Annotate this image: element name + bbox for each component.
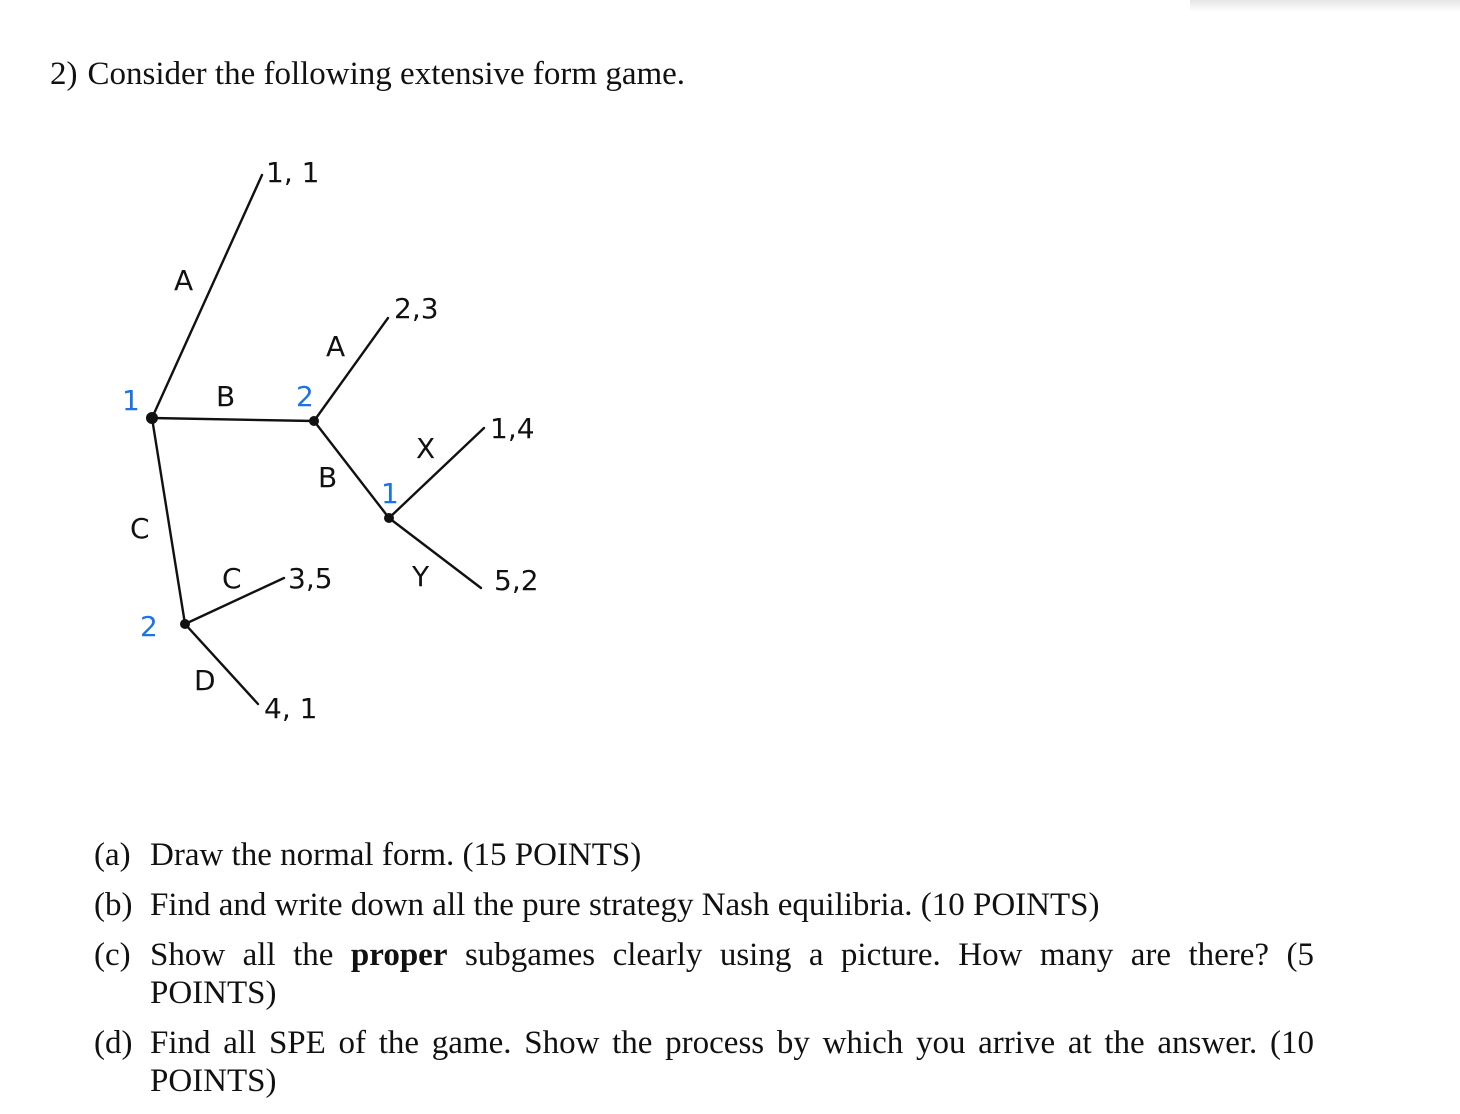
branch-root-A xyxy=(152,175,262,418)
part-text-bold: proper xyxy=(350,937,448,973)
branch-root-B xyxy=(152,418,314,421)
action-label-n3-D: D xyxy=(194,664,216,697)
part-text: Find all SPE of the game. Show the process by which you arrive at the answer. (10 POINTS) xyxy=(150,1025,1314,1099)
part-c xyxy=(94,936,1314,1012)
part-d xyxy=(94,1024,1314,1100)
part-text-before: Show all the xyxy=(150,937,334,973)
part-label: (d) xyxy=(94,1025,133,1061)
part-label: (a) xyxy=(94,837,131,873)
node-root xyxy=(146,412,158,424)
payoff-BBY: 5,2 xyxy=(494,564,539,597)
action-label-n2-B: B xyxy=(318,461,338,494)
part-a xyxy=(94,836,1314,874)
payoff-CC: 3,5 xyxy=(288,562,333,595)
action-label-n2-A: A xyxy=(326,330,346,363)
part-b xyxy=(94,886,1314,924)
player-label-root: 1 xyxy=(122,384,140,417)
question-parts xyxy=(94,836,1314,1112)
player-label-node-X: 1 xyxy=(381,477,399,510)
player-label-node-B: 2 xyxy=(296,380,314,413)
branch-n4-Y xyxy=(389,518,481,588)
node-player2-after-C xyxy=(180,619,190,629)
player-label-node-C: 2 xyxy=(140,610,158,643)
action-label-root-A: A xyxy=(174,264,194,297)
action-label-n3-C: C xyxy=(222,562,242,595)
part-text: Draw the normal form. (15 POINTS) xyxy=(150,837,642,873)
payoff-BBX: 1,4 xyxy=(490,412,535,445)
part-text: Find and write down all the pure strategy Nash equilibria. (10 POINTS) xyxy=(150,887,1100,923)
part-text-after: subgames clearly using a picture. How many are there? (5 POINTS) xyxy=(150,937,1315,1011)
payoff-CD: 4, 1 xyxy=(264,692,318,725)
question-prompt: Consider the following extensive form game. xyxy=(87,56,686,92)
part-label: (c) xyxy=(94,937,131,973)
node-player1-after-BB xyxy=(384,513,394,523)
node-player2-after-B xyxy=(309,416,319,426)
action-label-n4-Y: Y xyxy=(412,560,430,593)
action-label-root-C: C xyxy=(130,512,150,545)
action-label-root-B: B xyxy=(216,380,236,413)
action-label-n4-X: X xyxy=(416,432,436,465)
branch-n4-X xyxy=(389,428,484,518)
branch-root-C xyxy=(152,418,185,624)
part-label: (b) xyxy=(94,887,133,923)
payoff-AA: 1, 1 xyxy=(266,156,320,189)
question-number: 2) xyxy=(50,56,78,92)
part-text xyxy=(150,936,1314,1012)
payoff-BA: 2,3 xyxy=(394,292,439,325)
